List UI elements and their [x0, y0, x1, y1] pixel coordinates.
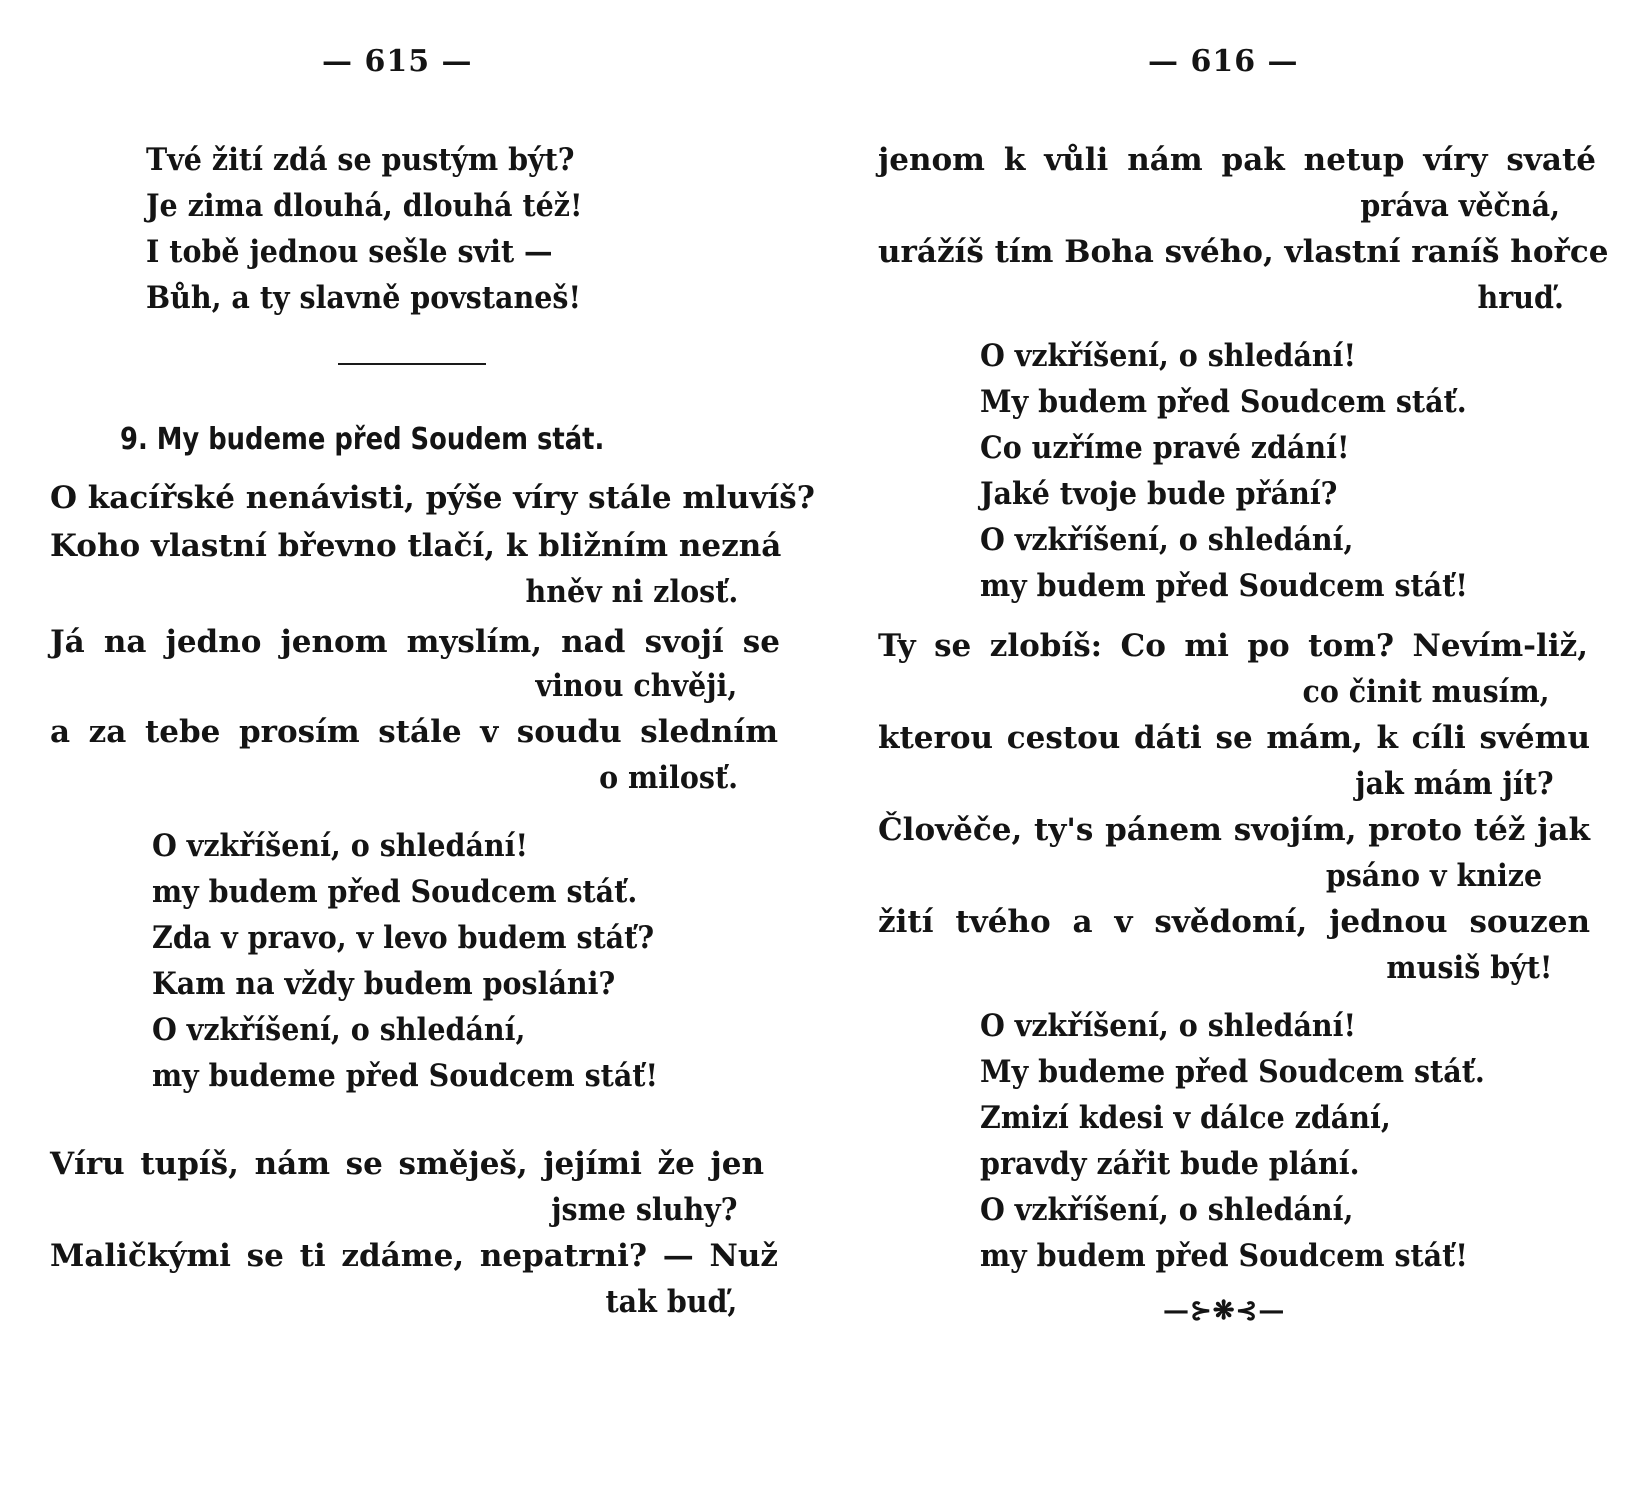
refrain-line: O vzkříšení, o shledání!	[980, 338, 1357, 374]
verse-line: a za tebe prosím stále v soudu sledním	[50, 714, 778, 750]
verse-line-continuation: jsme sluhy?	[550, 1192, 737, 1228]
verse-line: Víru tupíš, nám se směješ, jejími že jen	[50, 1146, 764, 1182]
verse-line: žití tvého a v svědomí, jednou souzen	[878, 904, 1590, 940]
refrain-line: my budem před Soudcem stáť!	[980, 568, 1468, 604]
right-page	[823, 0, 1646, 1500]
verse-line: urážíš tím Boha svého, vlastní raníš hořce	[878, 234, 1609, 270]
verse-line-continuation: vinou chvěji,	[535, 668, 737, 704]
refrain-line: O vzkříšení, o shledání,	[980, 1192, 1354, 1228]
refrain-line: O vzkříšení, o shledání!	[980, 1008, 1357, 1044]
verse-line-continuation: tak buď,	[605, 1284, 737, 1320]
refrain-line: Zda v pravo, v levo budem stáť?	[152, 920, 655, 956]
page-number: — 615 —	[322, 44, 473, 79]
refrain-line: My budem před Soudcem stáť.	[980, 384, 1467, 420]
refrain-line: Zmizí kdesi v dálce zdání,	[980, 1100, 1391, 1136]
verse-line-continuation: hruď.	[1477, 280, 1564, 316]
end-ornament: —⊱❋⊰—	[1163, 1296, 1286, 1326]
poem-title: 9. My budeme před Soudem stát.	[120, 422, 605, 457]
verse-line: Já na jedno jenom myslím, nad svojí se	[50, 624, 780, 660]
verse-line: Je zima dlouhá, dlouhá též!	[146, 188, 583, 224]
verse-line-continuation: hněv ni zlosť.	[525, 574, 738, 610]
refrain-line: Jaké tvoje bude přání?	[980, 476, 1338, 512]
refrain-line: my budeme před Soudcem stáť!	[152, 1058, 658, 1094]
page-number: — 616 —	[1148, 44, 1299, 79]
verse-line: Tvé žití zdá se pustým být?	[146, 142, 575, 178]
verse-line: O kacířské nenávisti, pýše víry stále mluvíš?	[50, 480, 815, 516]
verse-line: Bůh, a ty slavně povstaneš!	[146, 280, 581, 316]
verse-line: Ty se zlobíš: Co mi po tom? Nevím-liž,	[878, 628, 1588, 664]
verse-line: Koho vlastní břevno tlačí, k bližním nezná	[50, 528, 782, 564]
section-rule	[338, 363, 486, 365]
verse-line-continuation: jak mám jít?	[1355, 766, 1554, 802]
verse-line: Člověče, ty's pánem svojím, proto též jak	[878, 812, 1590, 848]
refrain-line: Co uzříme pravé zdání!	[980, 430, 1350, 466]
verse-line-continuation: o milosť.	[599, 760, 738, 796]
refrain-line: pravdy zářit bude plání.	[980, 1146, 1360, 1182]
verse-line-continuation: psáno v knize	[1325, 858, 1542, 894]
verse-line-continuation: co činit musím,	[1302, 674, 1550, 710]
verse-line: Maličkými se ti zdáme, nepatrni? — Nuž	[50, 1238, 778, 1274]
verse-line-continuation: práva věčná,	[1360, 188, 1560, 224]
refrain-line: O vzkříšení, o shledání,	[152, 1012, 526, 1048]
refrain-line: My budeme před Soudcem stáť.	[980, 1054, 1485, 1090]
refrain-line: O vzkříšení, o shledání!	[152, 828, 529, 864]
refrain-line: Kam na vždy budem posláni?	[152, 966, 616, 1002]
verse-line: jenom k vůli nám pak netup víry svaté	[878, 142, 1596, 178]
verse-line: I tobě jednou sešle svit —	[146, 234, 553, 270]
verse-line: kterou cestou dáti se mám, k cíli svému	[878, 720, 1590, 756]
refrain-line: my budem před Soudcem stáť!	[980, 1238, 1468, 1274]
verse-line-continuation: musiš být!	[1385, 950, 1552, 986]
refrain-line: my budem před Soudcem stáť.	[152, 874, 638, 910]
refrain-line: O vzkříšení, o shledání,	[980, 522, 1354, 558]
